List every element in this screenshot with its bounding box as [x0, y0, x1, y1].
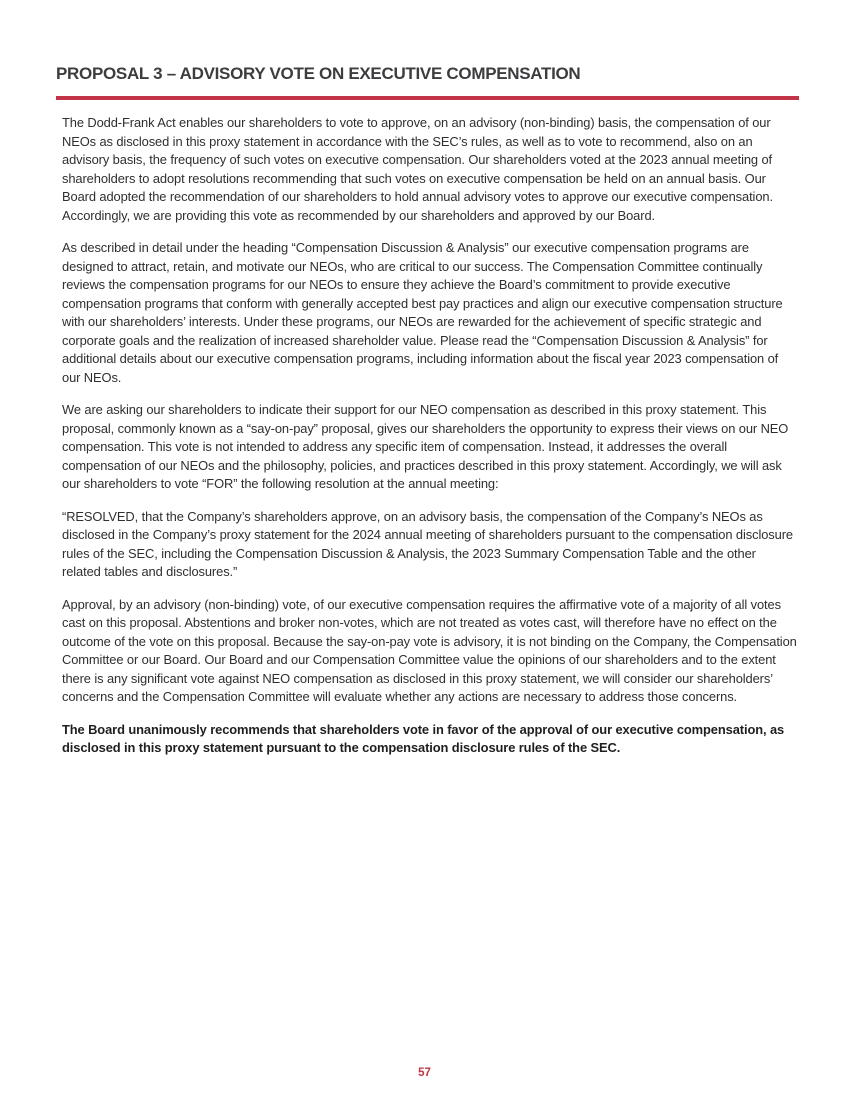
paragraph-dodd-frank: The Dodd-Frank Act enables our shareholders to vote to approve, on an advisory (non-binding) basis, the compensation of our NEOs as disclosed in this proxy statement in accordance with the SEC’s rules, as well as to vote to recommend, also on an advisory basis, the frequency of such votes on executive compensation. Our shareholders voted at the 2023 annual meeting of shareholders to adopt resolutions recommending that such votes on executive compensation be held on an annual basis. Our Board adopted the recommendation of our shareholders to hold annual advisory votes to approve our executive compensation. Accordingly, we are providing this vote as recommended by our shareholders and approved by our Board. [62, 115, 773, 223]
page-footer [0, 1063, 849, 1081]
body-text [56, 114, 799, 758]
paragraph-say-on-pay: We are asking our shareholders to indicate their support for our NEO compensation as described in this proxy statement. This proposal, commonly known as a “say-on-pay” proposal, gives our shareholders the opportunity to express their views on our NEO compensation. This vote is not intended to address any specific item of compensation. Instead, it addresses the overall compensation of our NEOs and the philosophy, policies, and practices described in this proxy statement. Accordingly, we will ask our shareholders to vote “FOR” the following resolution at the annual meeting: [62, 402, 789, 492]
paragraph-approval-vote: Approval, by an advisory (non-binding) vote, of our executive compensation requires the affirmative vote of a majority of all votes cast on this proposal. Abstentions and broker non-votes, which are not treated as votes cast, will therefore have no effect on the outcome of the vote on this proposal. Because the say-on-pay vote is advisory, it is not binding on the Company, the Compensation Committee or our Board. Our Board and our Compensation Committee value the opinions of our shareholders and to the extent there is any significant vote against NEO compensation as disclosed in this proxy statement, we will consider our shareholders’ concerns and the Compensation Committee will evaluate whether any actions are necessary to address those concerns. [62, 596, 797, 705]
paragraph-resolved-quote: “RESOLVED, that the Company’s shareholders approve, on an advisory basis, the compensation of the Company’s NEOs as disclosed in the Company’s proxy statement for the 2024 annual meeting of shareholders pursuant to the compensation disclosure rules of the SEC, including the Compensation Discussion & Analysis, the 2023 Summary Compensation Table and the other related tables and disclosures.” [62, 508, 793, 580]
heading-rule-divider [56, 96, 799, 100]
page-title: PROPOSAL 3 – ADVISORY VOTE ON EXECUTIVE COMPENSATION [56, 64, 581, 83]
paragraph-board-recommendation: The Board unanimously recommends that shareholders vote in favor of the approval of our executive compensation, as disclosed in this proxy statement pursuant to the compensation disclosure rules of the SEC. [62, 721, 785, 756]
paragraph-cda-programs: As described in detail under the heading “Compensation Discussion & Analysis” our executive compensation programs are designed to attract, retain, and motivate our NEOs, who are critical to our success. The Compensation Committee continually reviews the compensation programs for our NEOs to ensure they achieve the Board’s commitment to provide executive compensation programs that conform with generally accepted best pay practices and align our executive compensation structure with our shareholders’ interests. Under these programs, our NEOs are rewarded for the achievement of specific strategic and corporate goals and the realization of increased shareholder value. Please read the “Compensation Discussion & Analysis” for additional details about our executive compensation programs, including information about the fiscal year 2023 compensation of our NEOs. [62, 240, 783, 385]
page-number: 57 [418, 1067, 431, 1079]
page-content [56, 63, 799, 758]
